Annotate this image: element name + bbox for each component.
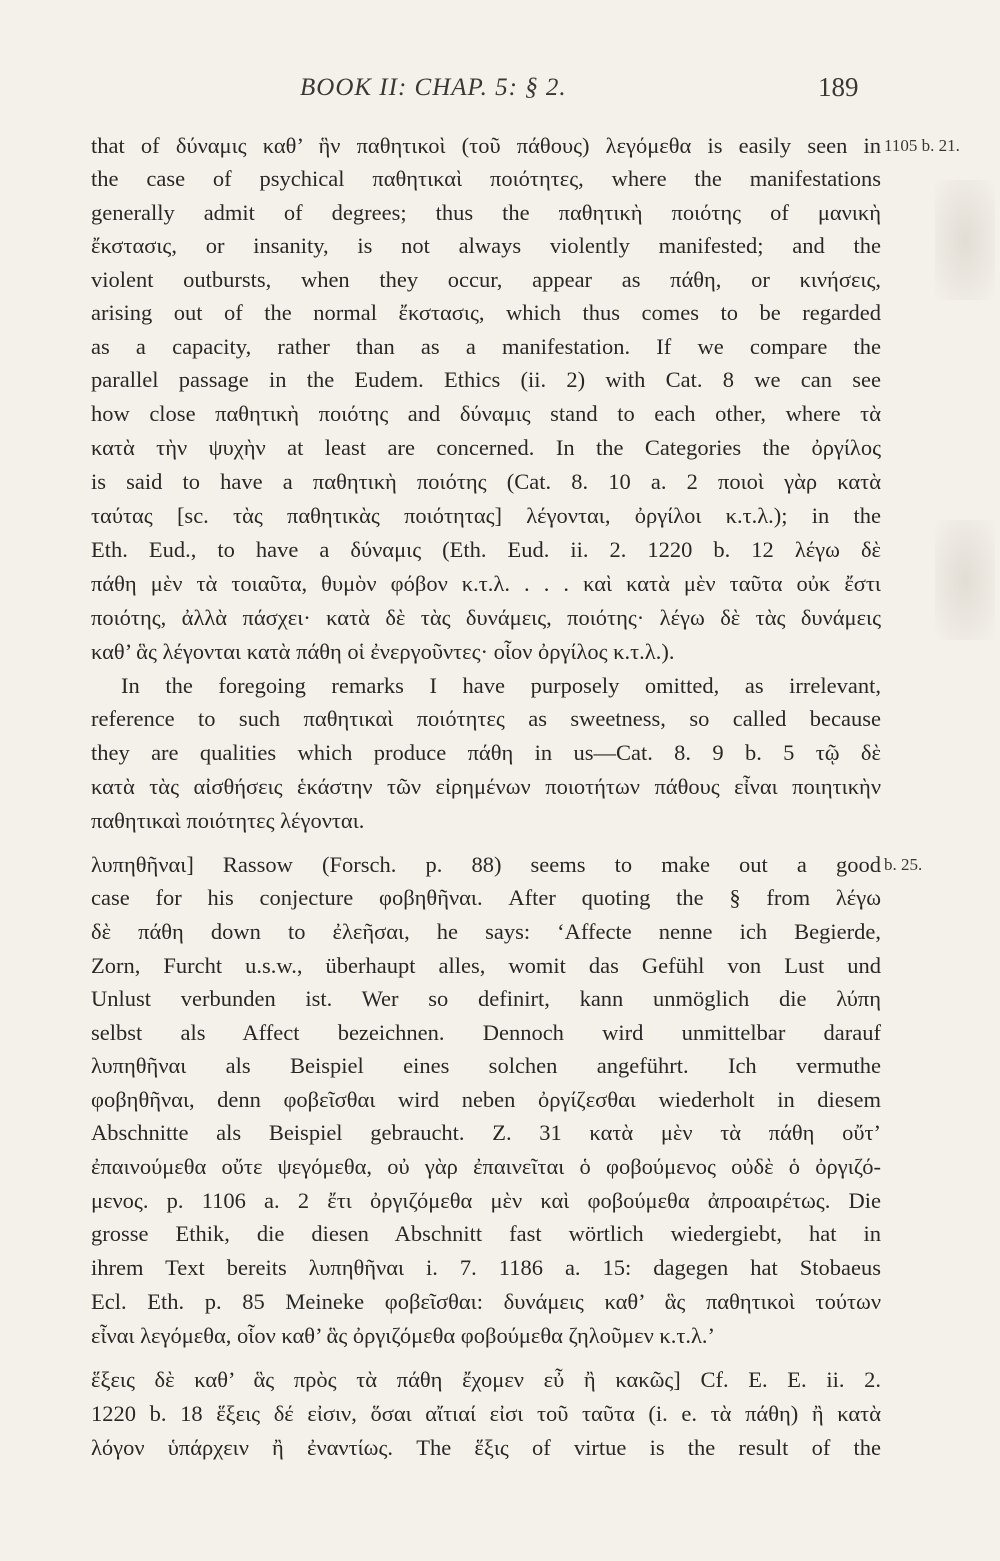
text-line: generally admit of degrees; thus the παθητικὴ ποιότης of μανικὴ xyxy=(91,200,881,225)
text-line: case for his conjecture φοβηθῆναι. After quoting the § from λέγω xyxy=(91,885,881,910)
text-line: parallel passage in the Eudem. Ethics (ii. 2) with Cat. 8 we can see xyxy=(91,367,881,392)
text-line: they are qualities which produce πάθη in us—Cat. 8. 9 b. 5 τῷ δὲ xyxy=(91,740,881,765)
text-line: as a capacity, rather than as a manifestation. If we compare the xyxy=(91,334,881,359)
text-line: ihrem Text bereits λυπηθῆναι i. 7. 1186 a. 15: dagegen hat Stobaeus xyxy=(91,1255,881,1280)
text-line: πάθη μὲν τὰ τοιαῦτα, θυμὸν φόβον κ.τ.λ. . . . καὶ κατὰ μὲν ταῦτα οὐκ ἔστι xyxy=(91,571,881,596)
text-line: ἐπαινούμεθα οὔτε ψεγόμεθα, οὐ γὰρ ἐπαινεῖται ὁ φοβούμενος οὐδὲ ὁ ὀργιζό- xyxy=(91,1154,881,1179)
text-line: κατὰ τὴν ψυχὴν at least are concerned. In the Categories the ὀργίλος xyxy=(91,435,881,460)
text-line: κατὰ τὰς αἰσθήσεις ἑκάστην τῶν εἰρημένων ποιοτήτων πάθους εἶναι ποιητικὴν xyxy=(91,774,881,799)
text-line: παθητικαὶ ποιότητες λέγονται. xyxy=(91,808,365,833)
text-line: ποιότης, ἀλλὰ πάσχει· κατὰ δὲ τὰς δυνάμεις, ποιότης· λέγω δὲ τὰς δυνάμεις xyxy=(91,605,881,630)
text-line: Zorn, Furcht u.s.w., überhaupt alles, womit das Gefühl von Lust und xyxy=(91,953,881,978)
text-line: violent outbursts, when they occur, appear as πάθη, or κινήσεις, xyxy=(91,267,881,292)
text-line: ταύτας [sc. τὰς παθητικὰς ποιότητας] λέγονται, ὀργίλοι κ.τ.λ.); in the xyxy=(91,503,881,528)
text-line: Eth. Eud., to have a δύναμις (Eth. Eud. ii. 2. 1220 b. 12 λέγω δὲ xyxy=(91,537,881,562)
text-line: εἶναι λεγόμεθα, οἷον καθ’ ἃς ὀργιζόμεθα φοβούμεθα ζηλοῦμεν κ.τ.λ.’ xyxy=(91,1323,716,1348)
page-smudge xyxy=(935,520,995,640)
text-line: arising out of the normal ἔκστασις, which thus comes to be regarded xyxy=(91,300,881,325)
text-line: how close παθητικὴ ποιότης and δύναμις stand to each other, where τὰ xyxy=(91,401,881,426)
text-line: In the foregoing remarks I have purposely omitted, as irrelevant, xyxy=(121,673,881,698)
text-line: φοβηθῆναι, denn φοβεῖσθαι wird neben ὀργίζεσθαι wiederholt in diesem xyxy=(91,1087,881,1112)
text-line: Abschnitte als Beispiel gebraucht. Z. 31 κατὰ μὲν τὰ πάθη οὔτ’ xyxy=(91,1120,881,1145)
running-head: BOOK II: CHAP. 5: § 2. xyxy=(300,74,567,101)
text-line: reference to such παθητικαὶ ποιότητες as sweetness, so called because xyxy=(91,706,881,731)
text-line: ἕξεις δὲ καθ’ ἃς πρὸς τὰ πάθη ἔχομεν εὖ ἢ κακῶς] Cf. E. E. ii. 2. xyxy=(91,1367,881,1392)
text-line: 1220 b. 18 ἕξεις δέ εἰσιν, ὅσαι αἴτιαί εἰσι τοῦ ταῦτα (i. e. τὰ πάθη) ἢ κατὰ xyxy=(91,1401,881,1426)
page-header xyxy=(0,70,1000,110)
text-line: μενος. p. 1106 a. 2 ἔτι ὀργιζόμεθα μὲν καὶ φοβούμεθα ἀπροαιρέτως. Die xyxy=(91,1188,881,1213)
margin-reference: 1105 b. 21. xyxy=(884,136,960,155)
text-line: καθ’ ἃς λέγονται κατὰ πάθη οἱ ἐνεργοῦντες· οἷον ὀργίλος κ.τ.λ.). xyxy=(91,639,675,664)
text-line: Unlust verbunden ist. Wer so definirt, kann unmöglich die λύπη xyxy=(91,986,881,1011)
text-line: the case of psychical παθητικαὶ ποιότητες, where the manifestations xyxy=(91,166,881,191)
text-line: Ecl. Eth. p. 85 Meineke φοβεῖσθαι: δυνάμεις καθ’ ἃς παθητικοὶ τούτων xyxy=(91,1289,881,1314)
text-line: ἔκστασις, or insanity, is not always violently manifested; and the xyxy=(91,233,881,258)
text-line: selbst als Affect bezeichnen. Dennoch wird unmittelbar darauf xyxy=(91,1020,881,1045)
page-number: 189 xyxy=(818,72,859,102)
text-line: grosse Ethik, die diesen Abschnitt fast wörtlich wiedergiebt, hat in xyxy=(91,1221,881,1246)
text-line: that of δύναμις καθ’ ἣν παθητικοὶ (τοῦ πάθους) λεγόμεθα is easily seen in xyxy=(91,133,881,158)
page-smudge xyxy=(935,180,995,300)
text-line: δὲ πάθη down to ἐλεῆσαι, he says: ‘Affecte nenne ich Begierde, xyxy=(91,919,881,944)
text-line: λυπηθῆναι als Beispiel eines solchen angeführt. Ich vermuthe xyxy=(91,1053,881,1078)
margin-reference: b. 25. xyxy=(884,855,923,874)
text-line: λόγον ὑπάρχειν ἢ ἐναντίως. The ἕξις of virtue is the result of the xyxy=(91,1435,881,1460)
text-line: is said to have a παθητικὴ ποιότης (Cat. 8. 10 a. 2 ποιοὶ γὰρ κατὰ xyxy=(91,469,881,494)
text-line: λυπηθῆναι] Rassow (Forsch. p. 88) seems to make out a good xyxy=(91,852,881,877)
